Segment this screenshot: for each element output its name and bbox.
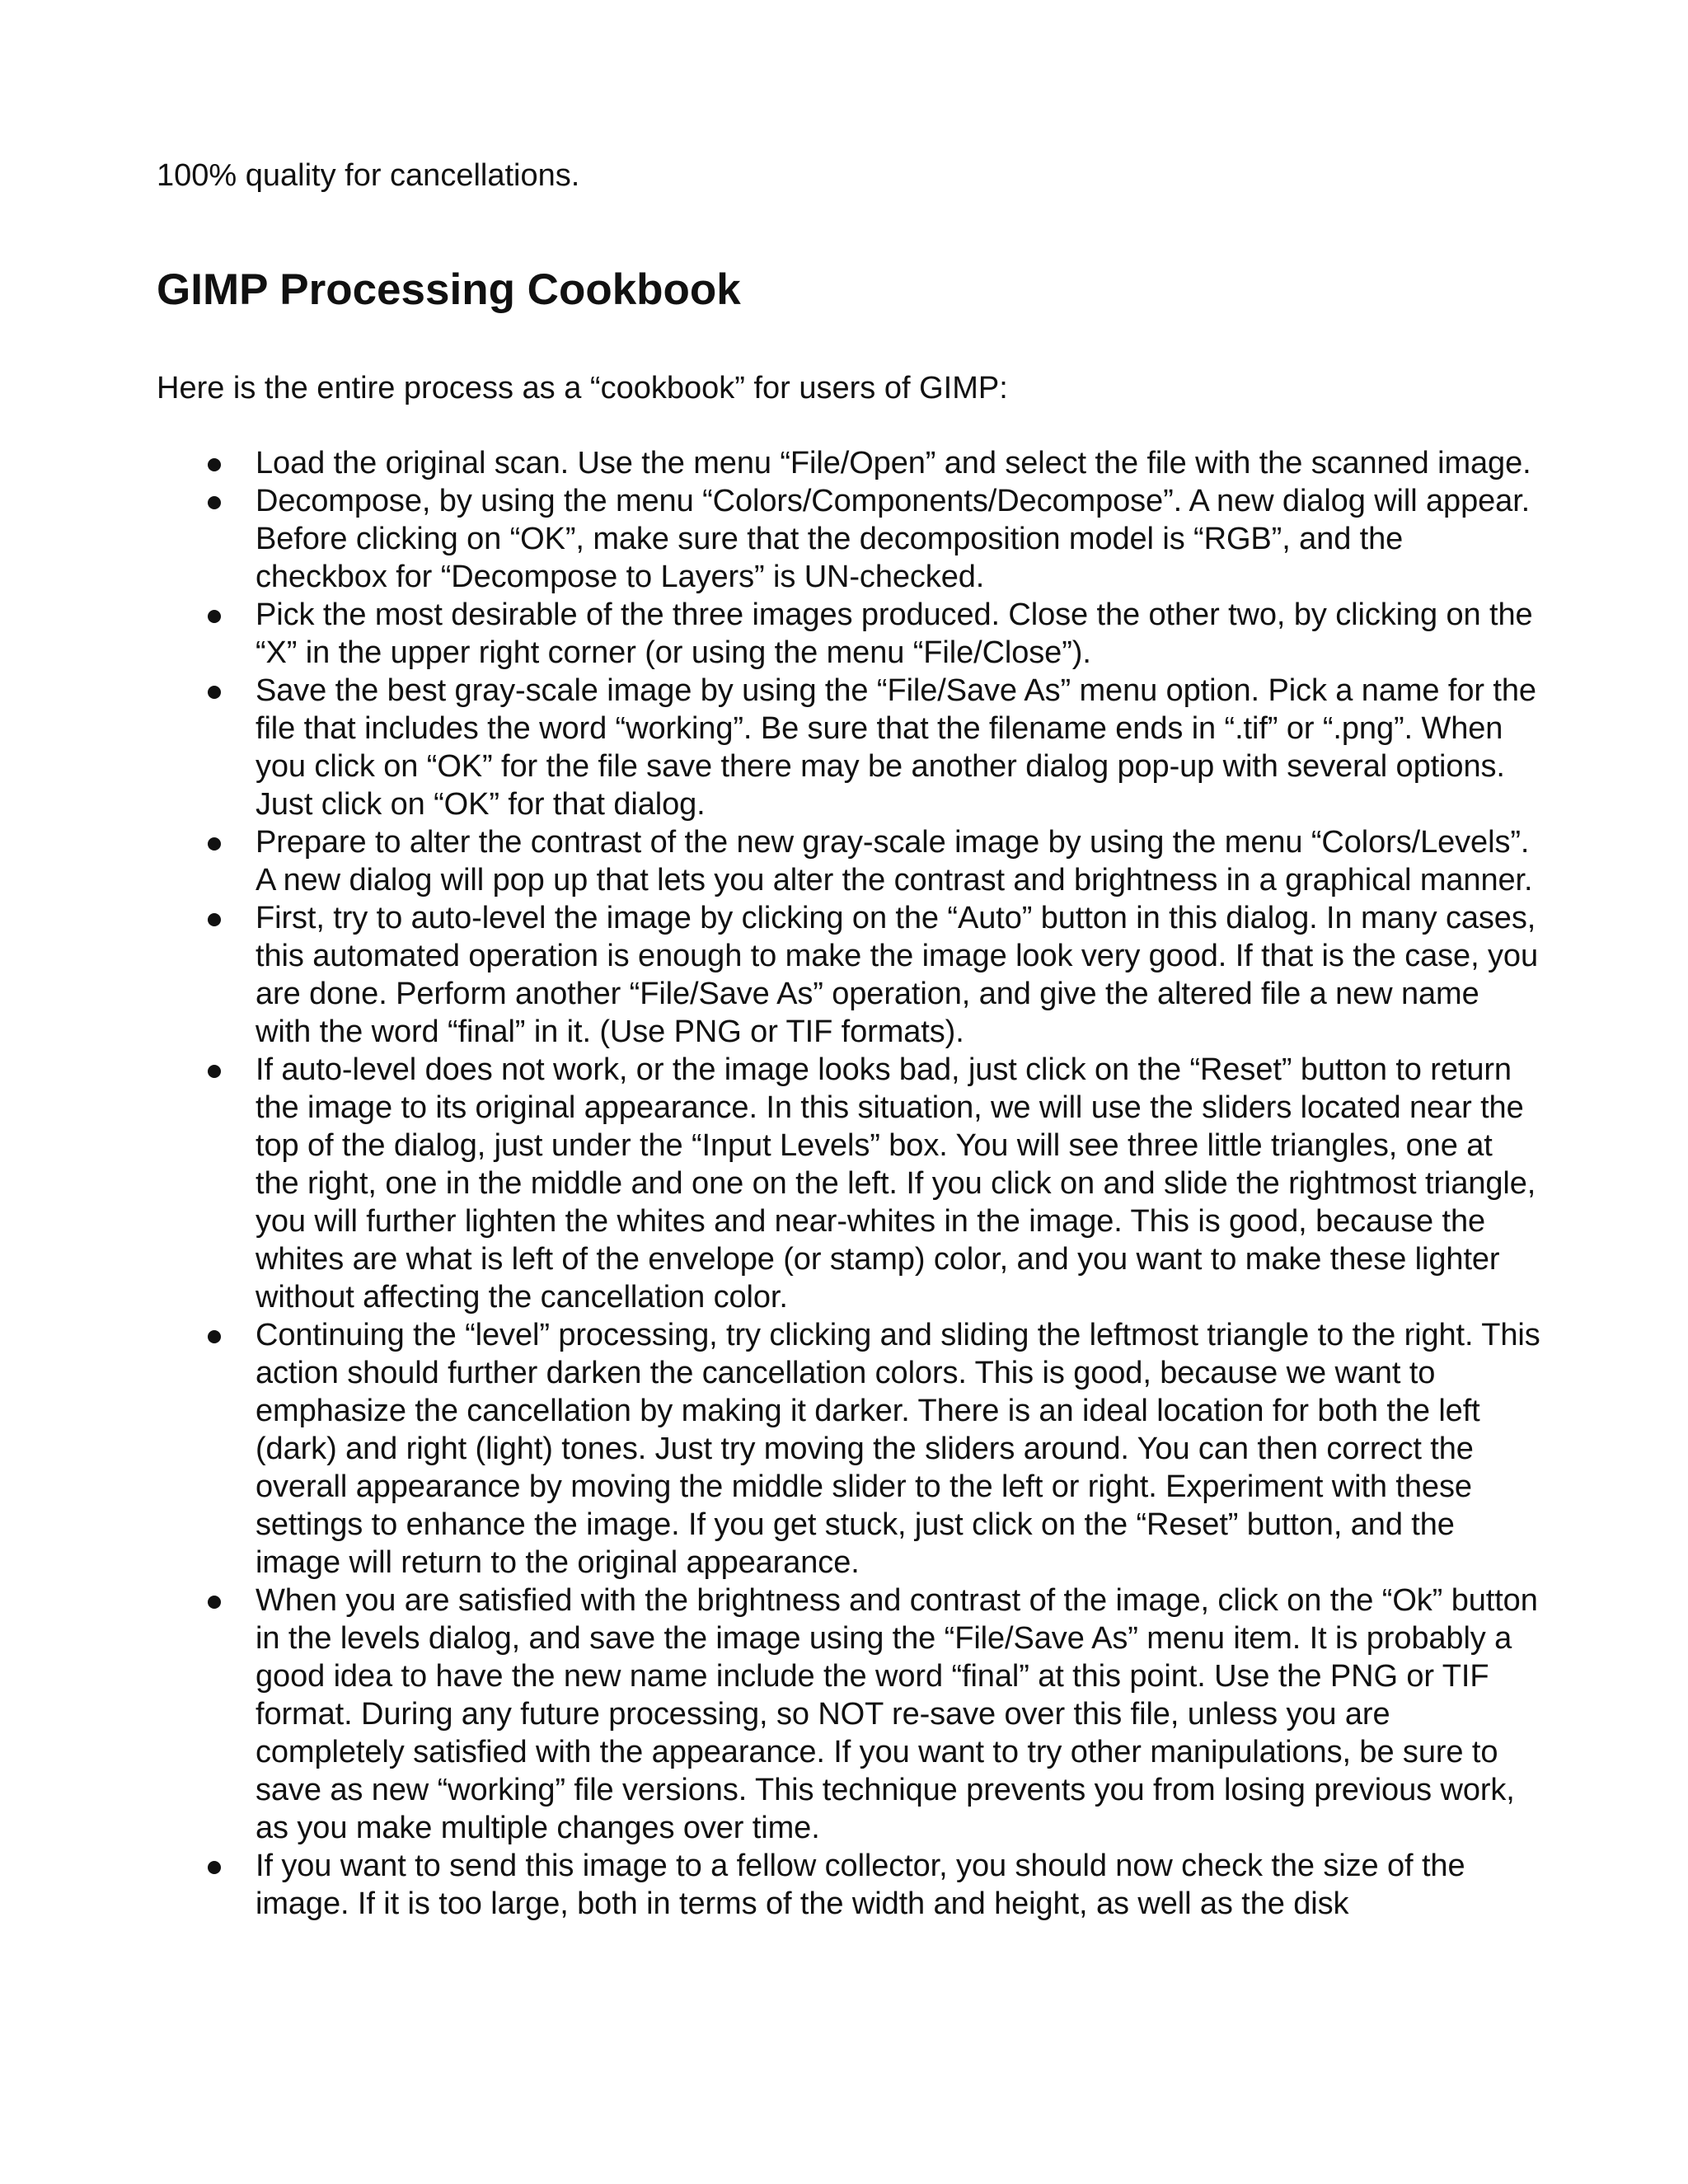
list-item	[0, 444, 1541, 482]
list-item-text: Load the original scan. Use the menu “File/Open” and select the file with the scanned image.	[256, 446, 1531, 480]
list-item	[0, 1051, 1541, 1316]
bullet-icon	[208, 1330, 221, 1343]
bullet-icon	[208, 496, 221, 509]
list-item-text: Save the best gray-scale image by using the “File/Save As” menu option. Pick a name for the file that includes the word “working”. Be sure that the filename ends in “.tif” or “.png”. When you click on “OK” for the file save there may be another dialog pop-up with several options. Just click on “OK” for that dialog.	[256, 673, 1536, 822]
list-item	[0, 482, 1541, 596]
bullet-icon	[208, 913, 221, 926]
list-item-text: Prepare to alter the contrast of the new gray-scale image by using the menu “Colors/Levels”. A new dialog will pop up that lets you alter the contrast and brightness in a graphical manner.	[256, 825, 1533, 898]
bullet-icon	[208, 837, 221, 851]
list-item-text: Pick the most desirable of the three images produced. Close the other two, by clicking on the “X” in the upper right corner (or using the menu “File/Close”).	[256, 598, 1533, 670]
list-item	[0, 1847, 1541, 1923]
list-item-text: When you are satisfied with the brightness and contrast of the image, click on the “Ok” button in the levels dialog, and save the image using the “File/Save As” menu item. It is probably a good idea to have the new name include the word “final” at this point. Use the PNG or TIF format. During any future processing, so NOT re-save over this file, unless you are completely satisfied with the appearance. If you want to try other manipulations, be sure to save as new “working” file versions. This technique prevents you from losing previous work, as you make multiple changes over time.	[256, 1583, 1538, 1845]
lead-paragraph: Here is the entire process as a “cookbook” for users of GIMP:	[157, 371, 1008, 405]
list-item	[0, 596, 1541, 672]
bullet-icon	[208, 1596, 221, 1609]
list-item-text: Continuing the “level” processing, try clicking and sliding the leftmost triangle to the right. This action should further darken the cancellation colors. This is good, because we want to emphasize the cancellation by making it darker. There is an ideal location for both the left (dark) and right (light) tones. Just try moving the sliders around. You can then correct the overall appearance by moving the middle slider to the left or right. Experiment with these settings to enhance the image. If you get stuck, just click on the “Reset” button, and the image will return to the original appearance.	[256, 1318, 1540, 1580]
bullet-icon	[208, 1065, 221, 1078]
list-item	[0, 672, 1541, 823]
list-item	[0, 1316, 1541, 1582]
bullet-icon	[208, 1861, 221, 1874]
list-item	[0, 823, 1541, 899]
bullet-icon	[208, 610, 221, 623]
page-title: GIMP Processing Cookbook	[157, 265, 741, 314]
list-item-text: First, try to auto-level the image by clicking on the “Auto” button in this dialog. In many cases, this automated operation is enough to make the image look very good. If that is the case, you are done. Perform another “File/Save As” operation, and give the altered file a new name with the word “final” in it. (Use PNG or TIF formats).	[256, 901, 1538, 1049]
list-item-text: If auto-level does not work, or the image looks bad, just click on the “Reset” button to return the image to its original appearance. In this situation, we will use the sliders located near the top of the dialog, just under the “Input Levels” box. You will see three little triangles, one at the right, one in the middle and one on the left. If you click on and slide the rightmost triangle, you will further lighten the whites and near-whites in the image. This is good, because the whites are what is left of the envelope (or stamp) color, and you want to make these lighter without affecting the cancellation color.	[256, 1052, 1536, 1315]
bullet-icon	[208, 686, 221, 699]
bullet-icon	[208, 458, 221, 471]
list-item-text: Decompose, by using the menu “Colors/Components/Decompose”. A new dialog will appear. Before clicking on “OK”, make sure that the decomposition model is “RGB”, and the checkbox for “Decompose to Layers” is UN-checked.	[256, 484, 1531, 594]
list-item-text: If you want to send this image to a fellow collector, you should now check the size of the image. If it is too large, both in terms of the width and height, as well as the disk	[256, 1849, 1465, 1921]
list-item	[0, 1582, 1541, 1847]
list-item	[0, 899, 1541, 1051]
cookbook-steps-list	[0, 444, 1688, 1923]
intro-line: 100% quality for cancellations.	[157, 158, 580, 193]
